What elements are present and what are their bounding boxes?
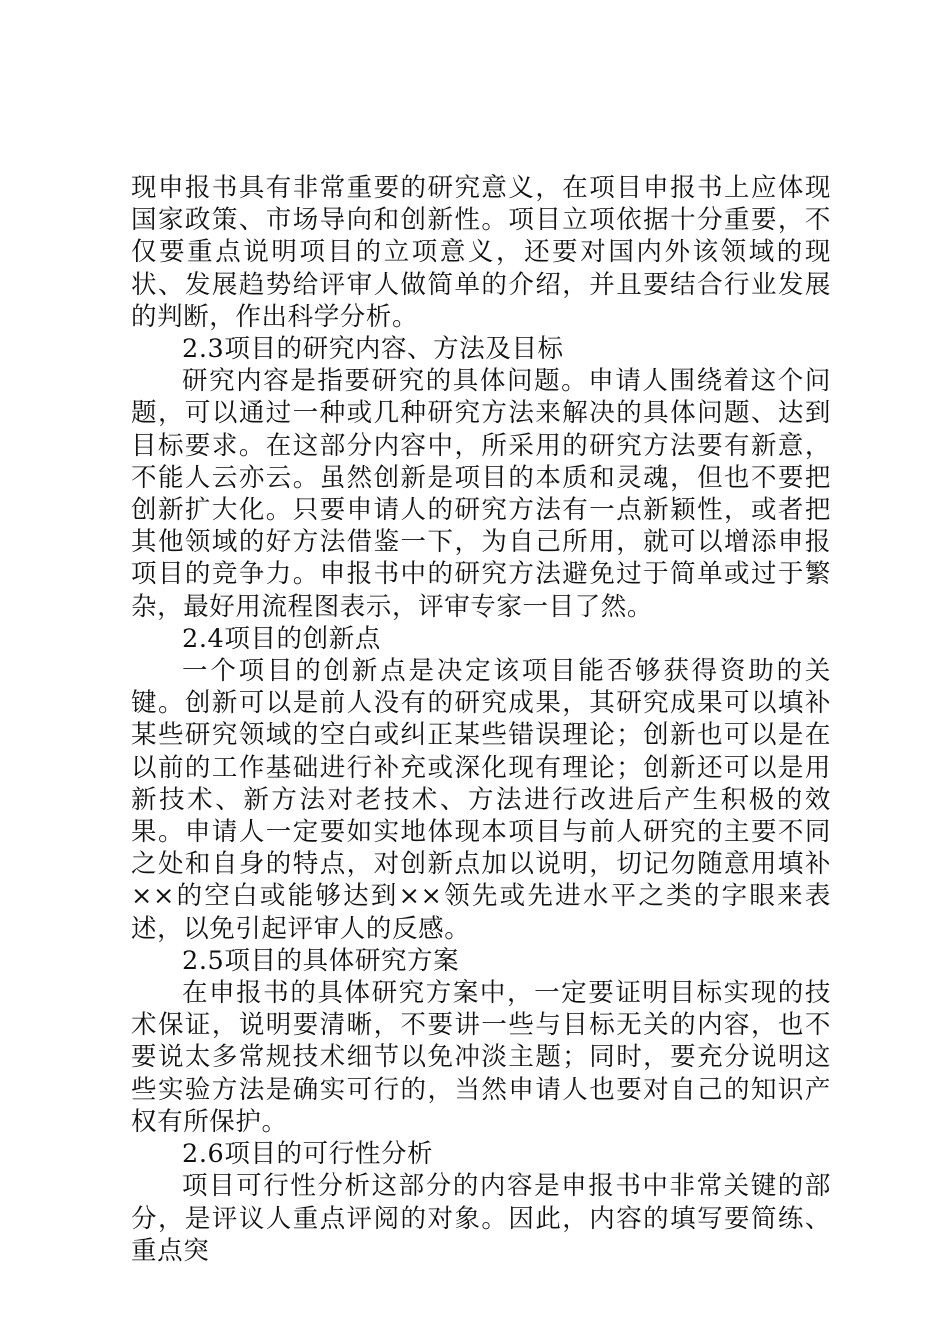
section-heading-2-6: 2.6项目的可行性分析 — [182, 1139, 434, 1170]
section-heading-2-5: 2.5项目的具体研究方案 — [182, 945, 460, 976]
section-heading-2-3: 2.3项目的研究内容、方法及目标 — [182, 334, 564, 365]
section-body-2-4: 一个项目的创新点是决定该项目能否够获得资助的关键。创新可以是前人没有的研究成果，其研究成果可以填补某些研究领域的空白或纠正某些错误理论；创新也可以是在以前的工作基础进行补充或深化现有理论；创新还可以是用新技术、新方法对老技术、方法进行改进后产生积极的效果。申请人一定要如实地体现本项目与前人研究的主要不同之处和自身的特点，对创新点加以说明，切记勿随意用填补××的空白或能够达到××领先或先进水平之类的字眼来表述，以免引起评审人的反感。 — [131, 656, 831, 944]
section-body-2-5: 在申报书的具体研究方案中，一定要证明目标实现的技术保证，说明要清晰，不要讲一些与目标无关的内容，也不要说太多常规技术细节以免冲淡主题；同时，要充分说明这些实验方法是确实可行的，当然申请人也要对自己的知识产权有所保护。 — [131, 978, 831, 1137]
section-body-2-6: 项目可行性分析这部分的内容是申报书中非常关键的部分，是评议人重点评阅的对象。因此，内容的填写要简练、重点突 — [131, 1171, 831, 1266]
section-body-2-3: 研究内容是指要研究的具体问题。申请人围绕着这个问题，可以通过一种或几种研究方法来解决的具体问题、达到目标要求。在这部分内容中，所采用的研究方法要有新意，不能人云亦云。虽然创新是项目的本质和灵魂，但也不要把创新扩大化。只要申请人的研究方法有一点新颖性，或者把其他领域的好方法借鉴一下，为自己所用，就可以增添申报项目的竞争力。申报书中的研究方法避免过于简单或过于繁杂，最好用流程图表示，评审专家一目了然。 — [131, 366, 831, 622]
section-heading-2-4: 2.4项目的创新点 — [182, 623, 381, 654]
document-page — [131, 172, 831, 1267]
intro-paragraph: 现申报书具有非常重要的研究意义，在项目申报书上应体现国家政策、市场导向和创新性。项目立项依据十分重要，不仅要重点说明项目的立项意义，还要对国内外该领域的现状、发展趋势给评审人做简单的介绍，并且要结合行业发展的判断，作出科学分析。 — [131, 173, 831, 332]
